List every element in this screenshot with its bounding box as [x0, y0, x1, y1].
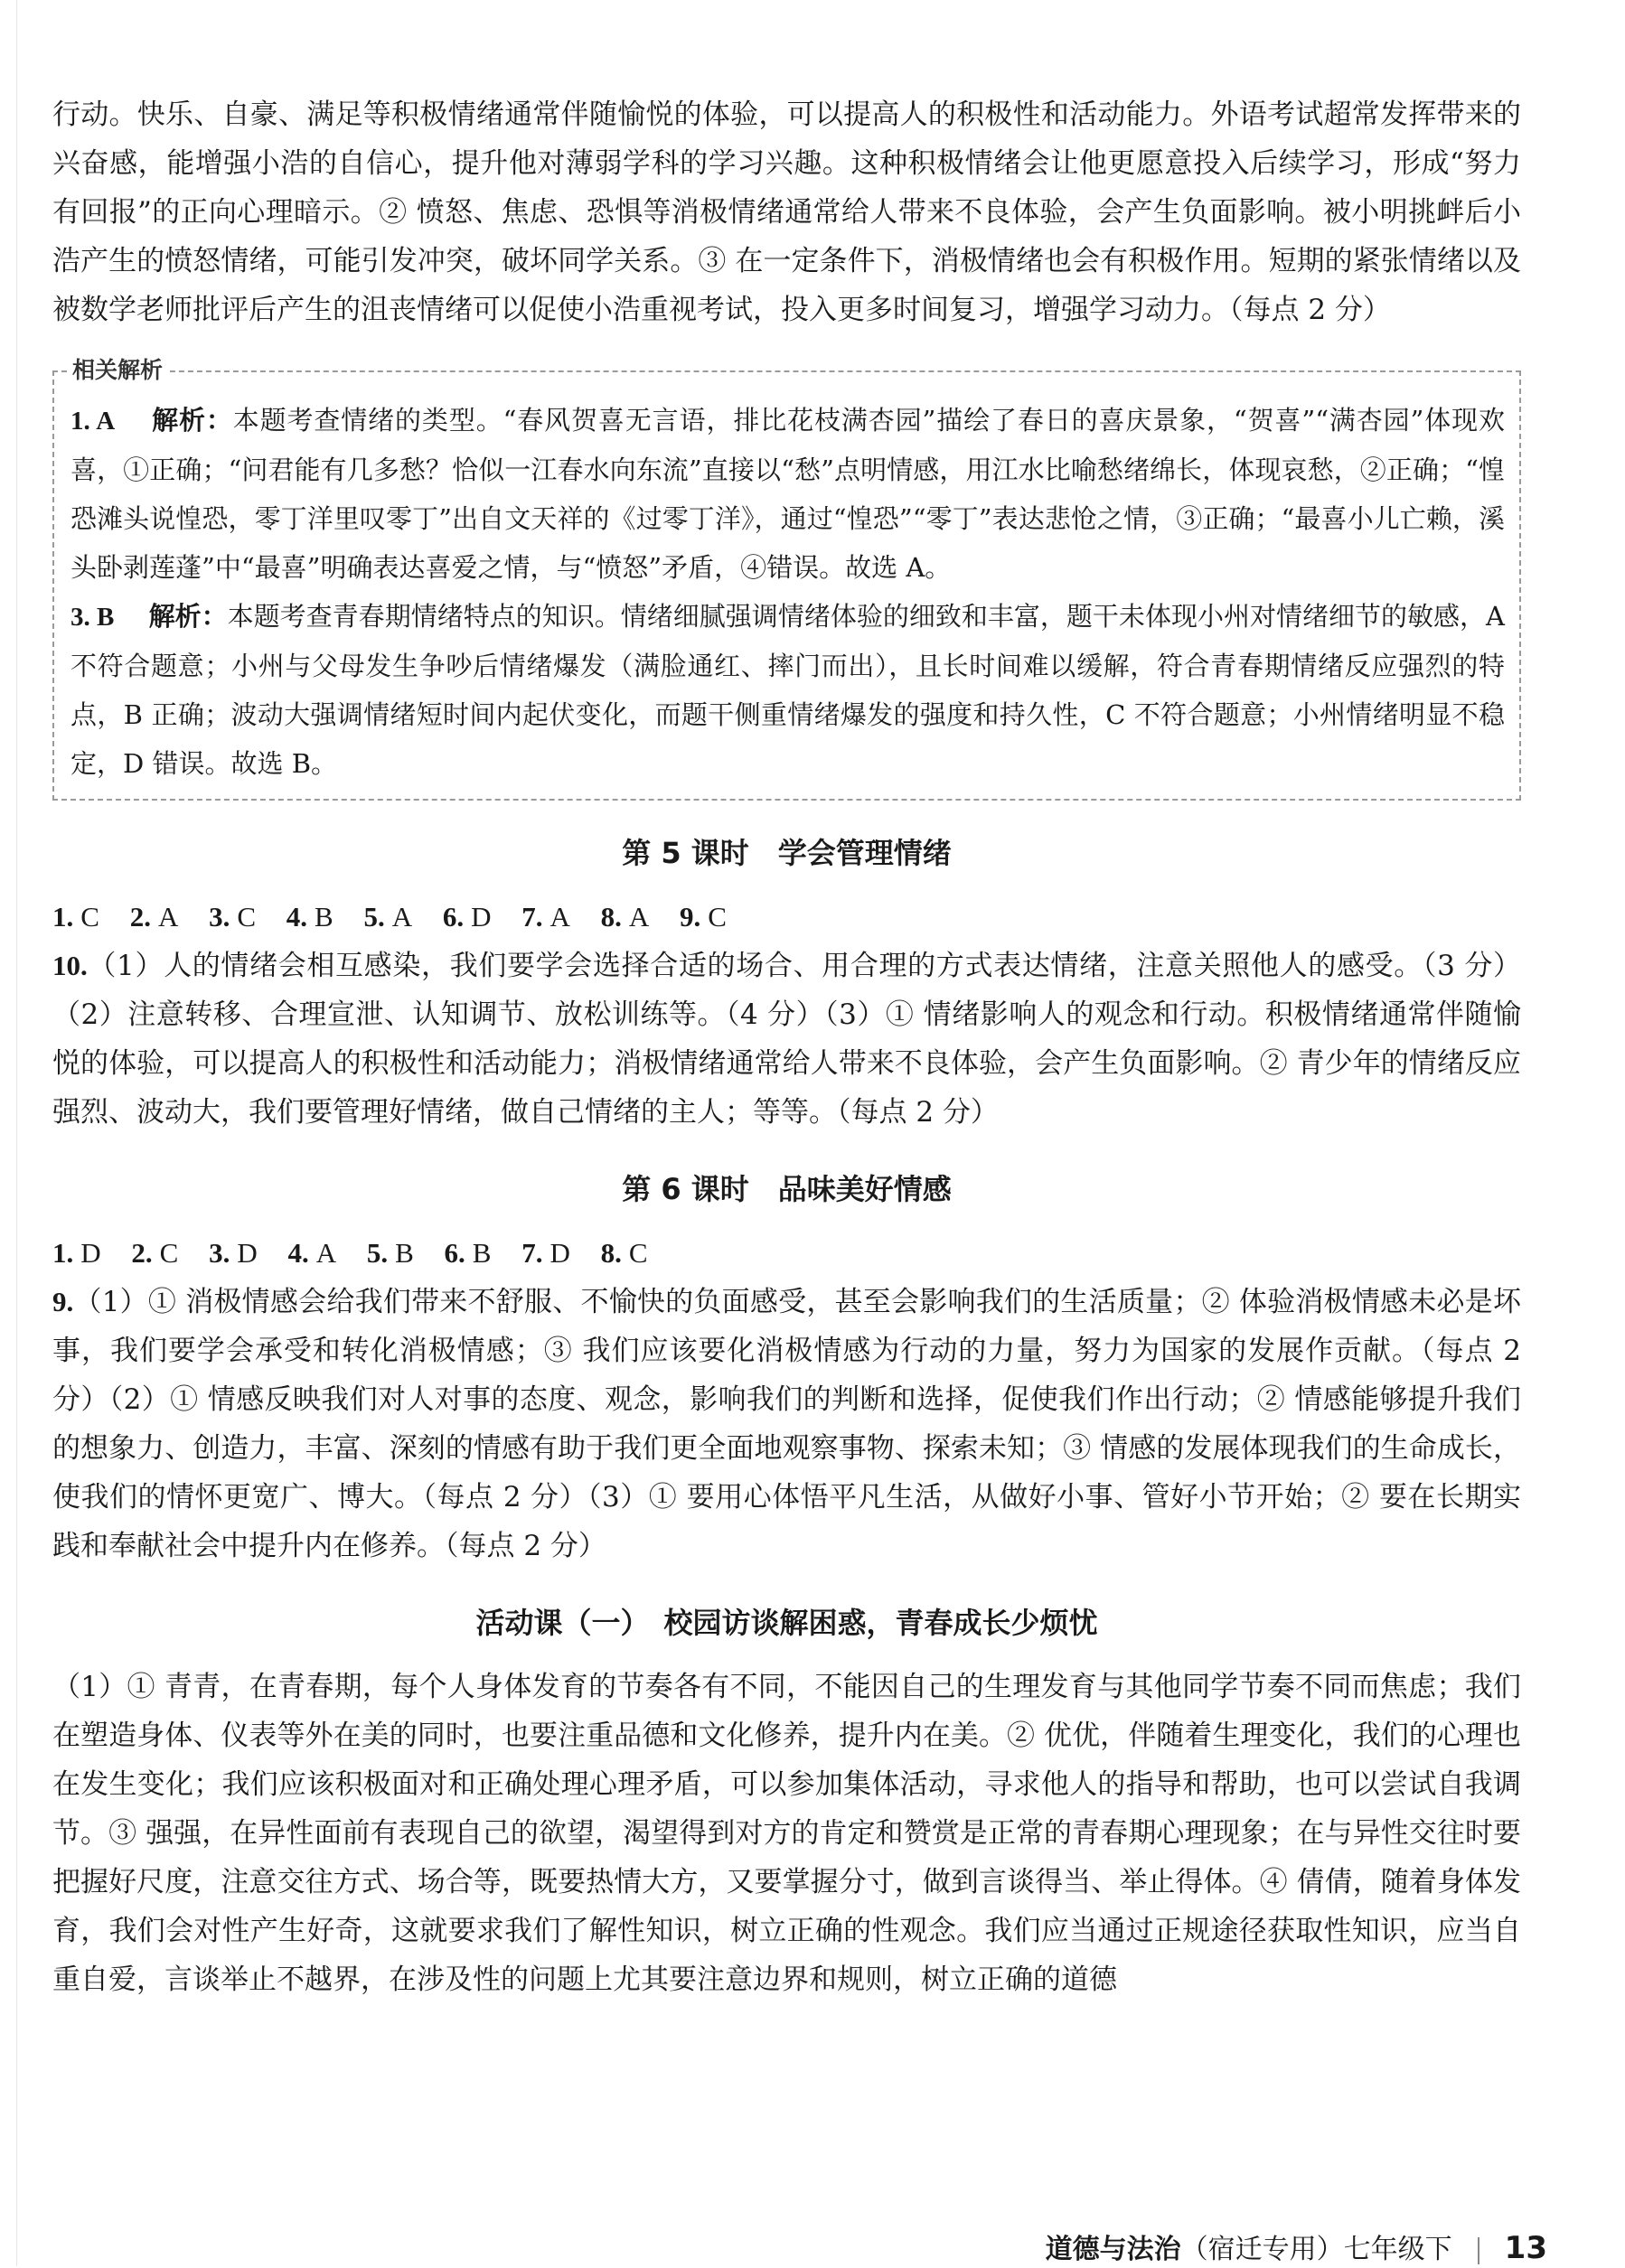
analysis-item — [70, 396, 1505, 592]
analysis-item-number: 1. A — [70, 407, 116, 436]
activity-title: 活动课（一） 校园访谈解困惑，青春成长少烦忧 — [475, 1606, 1098, 1640]
answer-item: 6. D — [442, 901, 492, 933]
activity-answer: （1）① 青青，在青春期，每个人身体发育的节奏各有不同，不能因自己的生理发育与其他同学节奏不同而焦虑；我们在塑造身体、仪表等外在美的同时，也要注重品德和文化修养，提升内在美。② 优优，伴随着生理变化，我们的心理也在发生变化；我们应该积极面对和正确处理心理矛盾，可以参加集体活动，寻求他人的指导和帮助，也可以尝试自我调节。③ 强强，在异性面前有表现自己的欲望，渴望得到对方的肯定和赞赏是正常的青春期心理现象；在与异性交往时要把握好尺度，注意交往方式、场合等，既要热情大方，又要掌握分寸，做到言谈得当、举止得体。④ 倩倩，随着身体发育，我们会对性产生好奇，这就要求我们了解性知识，树立正确的性观念。我们应当通过正规途径获取性知识，应当自重自爱，言谈举止不越界，在涉及性的问题上尤其要注意边界和规则，树立正确的道德 — [52, 1671, 1521, 1996]
answer-item: 9. C — [680, 901, 727, 933]
question-number: 10. — [52, 950, 88, 981]
question-answer-text: （1）① 消极情感会给我们带来不舒服、不愉快的负面感受，甚至会影响我们的生活质量；② 体验消极情感未必是坏事，我们要学会承受和转化消极情感；③ 我们应该要化消极情感为行动的力量，努力为国家的发展作贡献。（每点 2 分）（2）① 情感反映我们对人对事的态度、观念，影响我们的判断和选择，促使我们作出行动；② 情感能够提升我们的想象力、创造力，丰富、深刻的情感有助于我们更全面地观察事物、探索未知；③ 情感的发展体现我们的生命成长，使我们的情怀更宽广、博大。（每点 2 分）（3）① 要用心体悟平凡生活，从做好小事、管好小节开始；② 要在长期实践和奉献社会中提升内在修养。（每点 2 分） — [52, 1286, 1521, 1562]
analysis-item — [70, 592, 1505, 788]
footer-divider — [1478, 2237, 1479, 2264]
analysis-item-text: 本题考查青春期情绪特点的知识。情绪细腻强调情绪体验的细致和丰富，题干未体现小州对情绪细节的敏感，A 不符合题意；小州与父母发生争吵后情绪爆发（满脸通红、摔门而出），且长时间难以缓解，符合青春期情绪反应强烈的特点，B 正确；波动大强调情绪短时间内起伏变化，而题干侧重情绪爆发的强度和持久性，C 不符合题意；小州情绪明显不稳定，D 错误。故选 B。 — [70, 601, 1505, 779]
intro-paragraph: 行动。快乐、自豪、满足等积极情绪通常伴随愉悦的体验，可以提高人的积极性和活动能力。外语考试超常发挥带来的兴奋感，能增强小浩的自信心，提升他对薄弱学科的学习兴趣。这种积极情绪会让他更愿意投入后续学习，形成“努力有回报”的正向心理暗示。② 愤怒、焦虑、恐惧等消极情绪通常给人带来不良体验，会产生负面影响。被小明挑衅后小浩产生的愤怒情绪，可能引发冲突，破坏同学关系。③ 在一定条件下，消极情绪也会有积极作用。短期的紧张情绪以及被数学老师批评后产生的沮丧情绪可以促使小浩重视考试，投入更多时间复习，增强学习动力。（每点 2 分） — [52, 98, 1521, 326]
lesson6-q9 — [52, 1278, 1521, 1570]
lesson6-choice-answers — [52, 1229, 1521, 1278]
answer-item: 6. B — [444, 1237, 492, 1269]
answer-item: 5. B — [366, 1237, 414, 1269]
answer-item: 8. C — [600, 1237, 648, 1269]
footer-edition: （宿迁专用）七年级下 — [1180, 2234, 1452, 2265]
analysis-item-number: 3. B — [70, 603, 115, 632]
analysis-item-text: 本题考查情绪的类型。“春风贺喜无言语，排比花枝满杏园”描绘了春日的喜庆景象，“贺喜”“满杏园”体现欢喜，①正确；“问君能有几多愁？恰似一江春水向东流”直接以“愁”点明情感，用江水比喻愁绪绵长，体现哀愁，②正确；“惶恐滩头说惶恐，零丁洋里叹零丁”出自文天祥的《过零丁洋》，通过“惶恐”“零丁”表达悲怆之情，③正确；“最喜小儿亡赖，溪头卧剥莲蓬”中“最喜”明确表达喜爱之情，与“愤怒”矛盾，④错误。故选 A。 — [70, 405, 1506, 583]
analysis-title: 相关解析 — [69, 357, 170, 384]
lesson5-title: 第 5 课时 学会管理情绪 — [622, 836, 952, 870]
lesson5-choice-answers — [52, 893, 1521, 942]
answer-item: 3. D — [209, 1237, 258, 1269]
analysis-item-label: 解析： — [148, 601, 228, 632]
question-number: 9. — [52, 1286, 74, 1317]
answer-page — [52, 90, 1521, 2004]
analysis-box — [52, 357, 1521, 801]
answer-item: 2. C — [131, 1237, 179, 1269]
footer-subject: 道德与法治 — [1045, 2234, 1181, 2265]
question-answer-text: （1）人的情绪会相互感染，我们要学会选择合适的场合、用合理的方式表达情绪，注意关照他人的感受。（3 分）（2）注意转移、合理宣泄、认知调节、放松训练等。（4 分）（3）① 情绪影响人的观念和行动。积极情绪通常伴随愉悦的体验，可以提高人的积极性和活动能力；消极情绪通常给人带来不良体验，会产生负面影响。② 青少年的情绪反应强烈、波动大，我们要管理好情绪，做自己情绪的主人；等等。（每点 2 分） — [52, 950, 1521, 1129]
answer-item: 1. C — [52, 901, 99, 933]
page-footer — [1046, 2230, 1547, 2268]
answer-item: 4. B — [286, 901, 333, 933]
page-number: 13 — [1504, 2230, 1547, 2266]
lesson5-q10 — [52, 942, 1521, 1137]
answer-item: 7. D — [521, 1237, 570, 1269]
answer-item: 4. A — [287, 1237, 337, 1269]
answer-item: 1. D — [52, 1237, 101, 1269]
answer-item: 5. A — [363, 901, 413, 933]
lesson6-title: 第 6 课时 品味美好情感 — [622, 1172, 952, 1206]
analysis-item-label: 解析： — [152, 405, 233, 436]
answer-item: 7. A — [521, 901, 570, 933]
answer-item: 2. A — [129, 901, 179, 933]
answer-item: 3. C — [209, 901, 257, 933]
page-margin-line — [16, 0, 17, 2266]
answer-item: 8. A — [600, 901, 650, 933]
